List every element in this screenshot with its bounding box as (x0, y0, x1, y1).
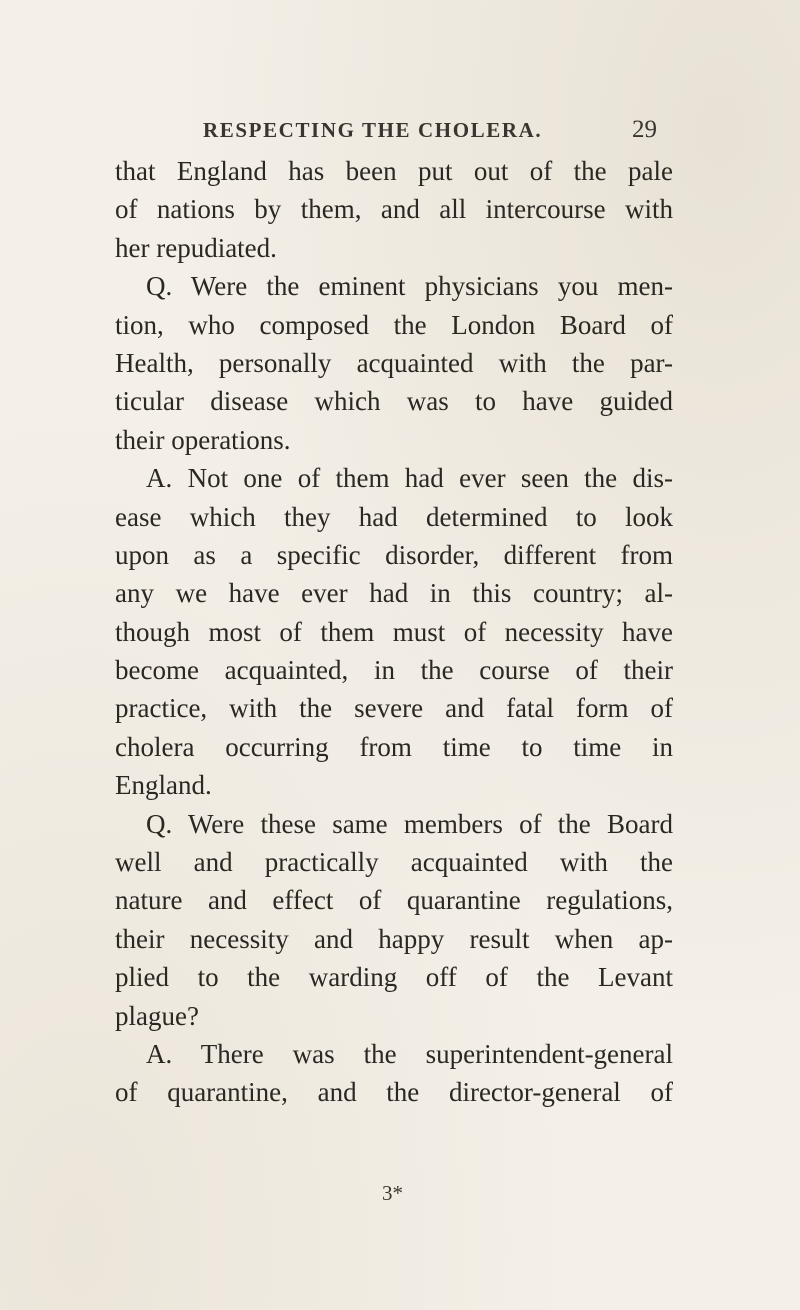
text-line: cholera occurring from time to time in (115, 731, 673, 762)
text-line: of nations by them, and all intercourse with (115, 194, 673, 225)
text-line: nature and effect of quarantine regulations, (115, 885, 673, 916)
question-line: Q. Were these same members of the Board (146, 808, 673, 839)
text-line: their necessity and happy result when ap- (115, 923, 673, 954)
text-line: though most of them must of necessity have (115, 616, 673, 647)
text-line: ease which they had determined to look (115, 501, 673, 532)
body-text (115, 152, 673, 1112)
page-number: 29 (632, 116, 657, 143)
running-head (0, 112, 800, 148)
text-line: their operations. (115, 424, 291, 455)
text-line: tion, who composed the London Board of (115, 309, 673, 340)
text-line: of quarantine, and the director-general of (115, 1077, 673, 1108)
question-line: Q. Were the eminent physicians you men- (146, 271, 673, 302)
text-line: England. (115, 770, 212, 801)
text-line: any we have ever had in this country; al- (115, 578, 673, 609)
running-title: RESPECTING THE CHOLERA. (203, 118, 543, 142)
signature-mark: 3* (382, 1181, 403, 1205)
text-line: Health, personally acquainted with the par- (115, 347, 673, 378)
text-line: plague? (115, 1000, 199, 1031)
answer-line: A. Not one of them had ever seen the dis- (146, 463, 673, 494)
answer-line: A. There was the superintendent-general (146, 1038, 673, 1069)
text-line: plied to the warding off of the Levant (115, 962, 673, 993)
text-line: that England has been put out of the pale (115, 156, 673, 186)
text-line: ticular disease which was to have guided (115, 386, 673, 417)
text-line: well and practically acquainted with the (115, 847, 673, 878)
text-line: practice, with the severe and fatal form of (115, 693, 673, 724)
text-line: her repudiated. (115, 232, 277, 263)
text-line: upon as a specific disorder, different from (115, 539, 673, 570)
text-line: become acquainted, in the course of their (115, 655, 673, 686)
